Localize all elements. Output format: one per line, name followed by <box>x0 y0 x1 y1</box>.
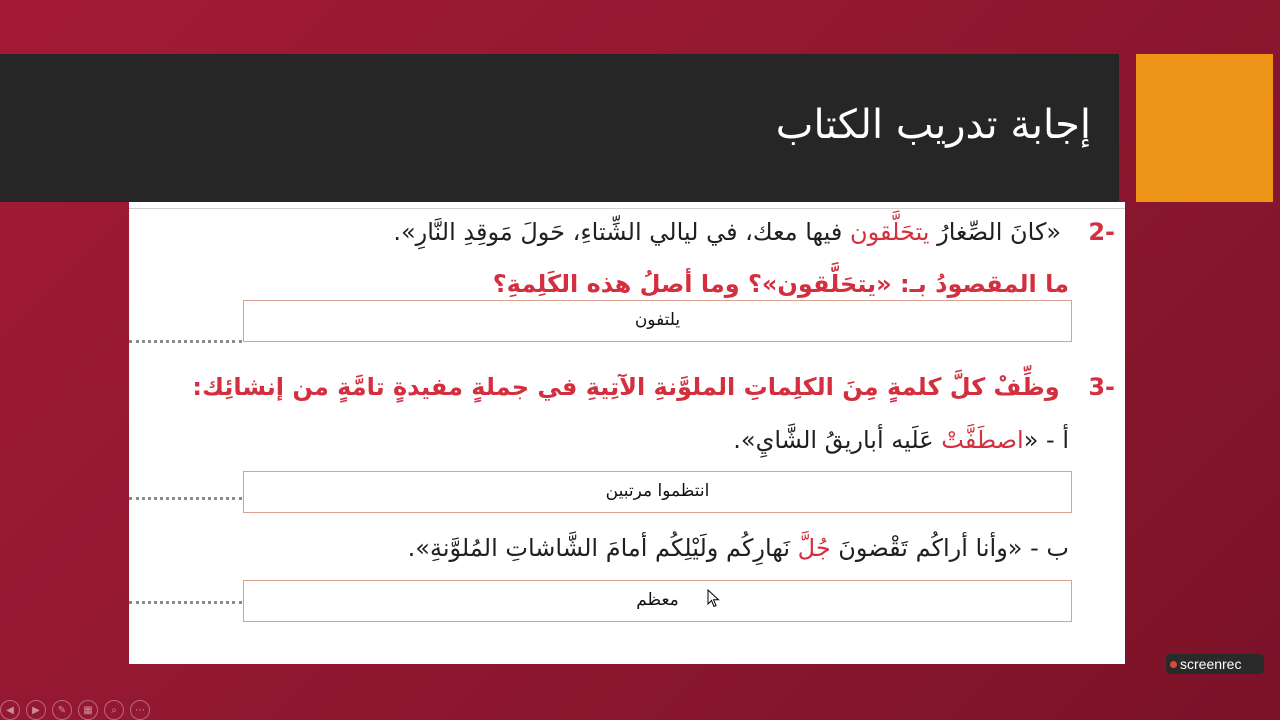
pen-icon[interactable]: ✎ <box>52 700 72 720</box>
q2-question: ما المقصودُ بـ: «يتحَلَّقون»؟ وما أصلُ هذه الكَلِمةِ؟ <box>492 270 1069 298</box>
q3-a-answer-box[interactable] <box>243 471 1072 513</box>
q3-a-label: أ - <box>1038 426 1069 454</box>
q3-a-rest: عَلَيه أباريقُ الشَّايِ». <box>733 426 942 454</box>
answer-dots <box>129 601 242 604</box>
q3-b-answer-text: معظم <box>636 590 679 610</box>
answer-dots <box>129 340 242 343</box>
q2-number: -2 <box>1088 218 1115 246</box>
q3-a-sentence <box>733 426 1069 454</box>
slideshow-toolbar <box>0 700 150 720</box>
title-bar <box>0 54 1119 202</box>
prev-icon[interactable]: ◀ <box>0 700 20 720</box>
q2-answer-box[interactable] <box>243 300 1072 342</box>
watermark-text: screenrec <box>1180 656 1242 672</box>
answer-dots <box>129 497 242 500</box>
q3-b-highlight: جُلَّ <box>797 534 831 562</box>
q3-number: -3 <box>1088 373 1115 401</box>
q3-instruction-text: وظِّفْ كلَّ كلمةٍ مِنَ الكلِماتِ الملوَّنةِ الآتِيةِ في جملةٍ مفيدةٍ تامَّةٍ من إنشائِك: <box>192 373 1060 401</box>
q3-instruction <box>192 373 1115 401</box>
more-icon[interactable]: ⋯ <box>130 700 150 720</box>
divider <box>129 208 1125 209</box>
zoom-icon[interactable]: ⌕ <box>104 700 124 720</box>
q3-b-rest: نَهارِكُم ولَيْلِكُم أمامَ الشَّاشاتِ المُلوَّنةِ». <box>407 534 798 562</box>
q3-b-start: «وأنا أراكُم تَقْضونَ <box>830 534 1023 562</box>
play-icon[interactable]: ▶ <box>26 700 46 720</box>
q3-a-quote: « <box>1023 426 1039 454</box>
accent-box <box>1136 54 1273 202</box>
q2-sentence-end: فيها معك، في ليالي الشِّتاءِ، حَولَ مَوقِدِ النَّارِ». <box>393 218 850 246</box>
q3-b-answer-box[interactable] <box>243 580 1072 622</box>
slides-icon[interactable]: ▦ <box>78 700 98 720</box>
slide-title: إجابة تدريب الكتاب <box>775 102 1091 148</box>
screenrec-watermark <box>1166 654 1264 674</box>
q3-a-highlight: اصطَفَّتْ <box>941 426 1024 454</box>
q3-a-answer-text: انتظموا مرتبين <box>605 481 710 501</box>
mouse-pointer-icon <box>707 589 721 609</box>
q2-sentence-start: «كانَ الصِّغارُ <box>929 218 1062 246</box>
slide-content <box>129 202 1125 664</box>
record-dot-icon <box>1170 661 1177 668</box>
q3-b-sentence <box>408 534 1069 562</box>
q2-sentence <box>393 218 1115 246</box>
q2-highlight-word: يتحَلَّقون <box>849 218 930 246</box>
q3-b-label: ب - <box>1022 534 1069 562</box>
q2-answer-text: يلتفون <box>634 310 681 330</box>
